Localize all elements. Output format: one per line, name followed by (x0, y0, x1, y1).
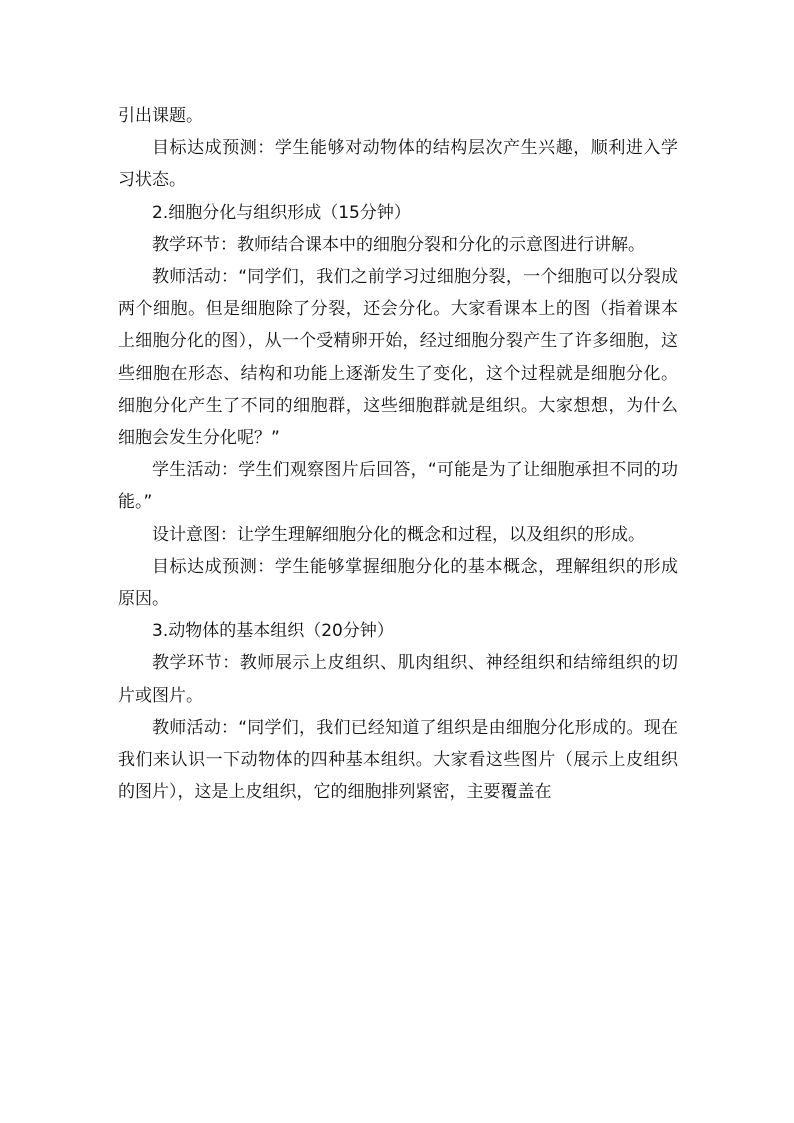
paragraph-teacher-activity-2: 教师活动：“同学们，我们已经知道了组织是由细胞分化形成的。现在我们来认识一下动物体的四种基本组织。大家看这些图片（展示上皮组织的图片），这是上皮组织，它的细胞排列紧密，主要覆盖在 (118, 717, 678, 803)
section-heading-basic-tissues: 3.动物体的基本组织（20分钟） (152, 621, 394, 642)
paragraph-goal-prediction-2: 目标达成预测：学生能够掌握细胞分化的基本概念，理解组织的形成原因。 (118, 556, 678, 610)
section-heading-cell-differentiation: 2.细胞分化与组织形成（15分钟） (152, 202, 411, 223)
paragraph-design-intent-1: 设计意图：让学生理解细胞分化的概念和过程，以及组织的形成。 (152, 524, 645, 545)
paragraph-teaching-step-2: 教学环节：教师展示上皮组织、肌肉组织、神经组织和结缔组织的切片或图片。 (118, 653, 678, 706)
paragraph-goal-prediction-1: 目标达成预测：学生能够对动物体的结构层次产生兴趣，顺利进入学习状态。 (118, 138, 678, 191)
paragraph-lead-in: 引出课题。 (118, 106, 203, 126)
paragraph-teacher-activity-1: 教师活动：“同学们，我们之前学习过细胞分裂，一个细胞可以分裂成两个细胞。但是细胞除了分裂，还会分化。大家看课本上的图（指着课本上细胞分化的图），从一个受精卵开始，经过细胞分裂产生了许多细胞，这些细胞在形态、结构和功能上逐渐发生了变化，这个过程就是细胞分化。细胞分化产生了不同的细胞群，这些细胞群就是组织。大家想想，为什么细胞会发生分化呢？” (118, 267, 678, 449)
paragraph-teaching-step-1: 教学环节：教师结合课本中的细胞分裂和分化的示意图进行讲解。 (152, 234, 645, 255)
document-body (118, 100, 678, 808)
paragraph-student-activity-1: 学生活动：学生们观察图片后回答，“可能是为了让细胞承担不同的功能。” (118, 460, 678, 513)
